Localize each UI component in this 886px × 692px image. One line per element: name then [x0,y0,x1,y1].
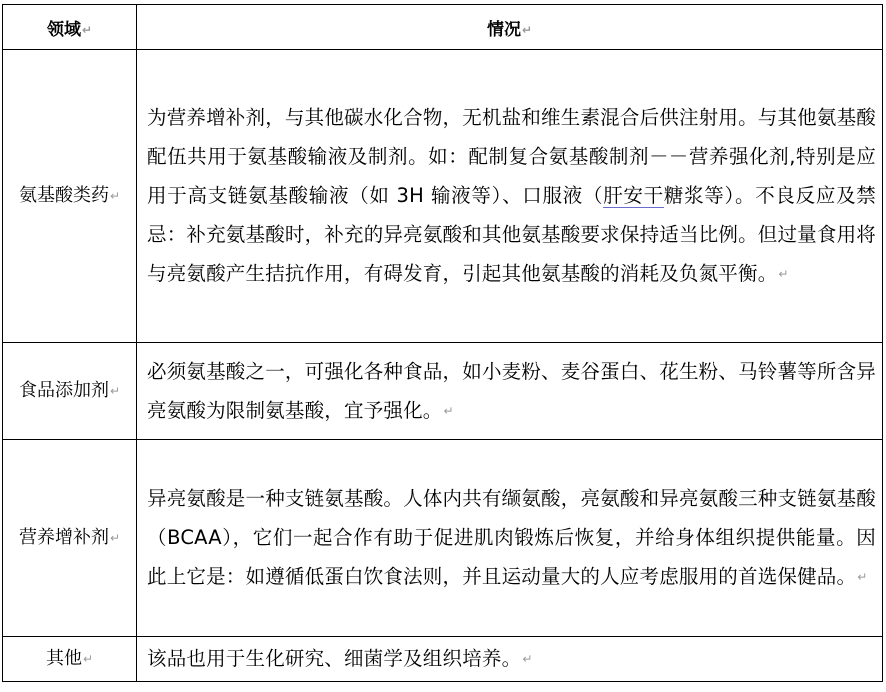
table-row [3,440,883,637]
field-label: 营养增补剂 [18,527,109,549]
header-field [3,5,137,50]
description-cell [137,50,883,343]
amino-acid-table [2,4,883,682]
description-text: 异亮氨酸是一种支链氨基酸。人体内共有缬氨酸，亮氨酸和异亮氨酸三种支链氨基酸（BCAA），它们一起合作有助于促进肌肉锻炼后恢复，并给身体组织提供能量。因此上它是：如遵循低蛋白饮食法则，并且运动量大的人应考虑服用的首选保健品。 [147,487,876,588]
paragraph-mark-icon: ↵ [443,403,454,418]
paragraph-mark-icon: ↵ [522,652,533,666]
description-cell [137,343,883,440]
paragraph-mark-icon: ↵ [82,652,94,666]
paragraph-mark-icon: ↵ [778,267,789,281]
field-label: 食品添加剂 [18,380,109,402]
table-header-row [3,5,883,50]
field-label: 氨基酸类药 [18,185,109,207]
table-row [3,637,883,682]
field-cell [3,343,137,440]
description-cell [137,440,883,637]
field-cell [3,637,137,682]
description-cell [137,637,883,682]
header-situation-label: 情况 [486,19,521,40]
field-label: 其他 [45,648,82,670]
description-text: 必须氨基酸之一，可强化各种食品，如小麦粉、麦谷蛋白、花生粉、马铃薯等所含异亮氨酸为限制氨基酸，宜予强化。 [147,359,876,422]
paragraph-mark-icon: ↵ [109,189,121,203]
underlined-term: 肝安干 [603,184,664,207]
field-cell [3,50,137,343]
description-text: 该品也用于生化研究、细菌学及组织培养。 [147,647,522,670]
header-situation [137,5,883,50]
description-text: 为营养增补剂，与其他碳水化合物，无机盐和维生素混合后供注射用。与其他氨基酸配伍共用于氨基酸输液及制剂。如：配制复合氨基酸制剂－－营养强化剂,特别是应用于高支链氨基酸输液（如 3H 输液等）、口服液（ [147,106,876,207]
header-field-label: 领域 [46,19,81,40]
paragraph-mark-icon: ↵ [857,570,868,584]
field-cell [3,440,137,637]
paragraph-mark-icon: ↵ [109,531,121,545]
table-row [3,343,883,440]
paragraph-mark-icon: ↵ [109,384,121,398]
table-row [3,50,883,343]
paragraph-mark-icon: ↵ [81,22,93,37]
paragraph-mark-icon: ↵ [521,22,533,37]
description-text-continued: 糖浆等）。不良反应及禁忌：补充氨基酸时，补充的异亮氨酸和其他氨基酸要求保持适当比例。但过量食用将与亮氨酸产生拮抗作用，有碍发育，引起其他氨基酸的消耗及负氮平衡。 [147,184,877,285]
